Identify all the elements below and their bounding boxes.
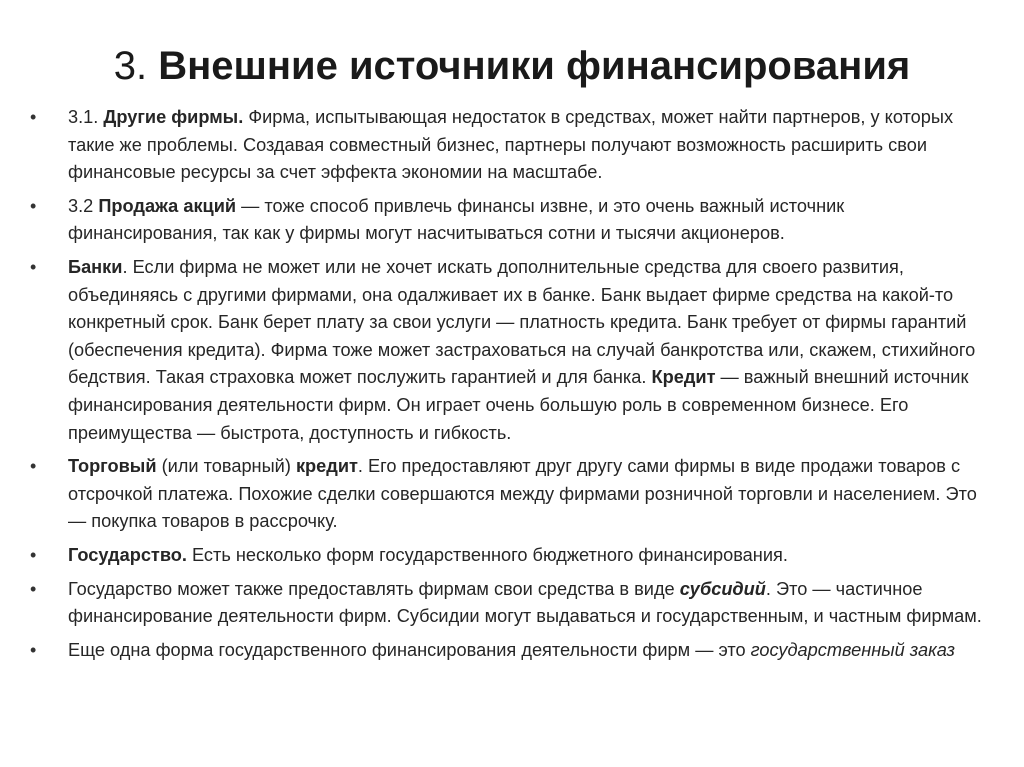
bullet-dot-icon: •	[30, 256, 37, 277]
item-heading: Государство.	[68, 544, 187, 565]
item-text: Еще одна форма государственного финансирования деятельности фирм — это	[68, 639, 751, 660]
item-text-continued: — важный внешний источник финансирования деятельности фирм. Он играет очень большую роль в современном бизнесе. Его преимущества — быстрота, доступность и гибкость.	[68, 367, 969, 443]
item-heading: Другие фирмы.	[103, 107, 244, 127]
title-text: Внешние источники финансирования	[158, 44, 911, 88]
item-term-credit: Кредит	[651, 367, 716, 388]
item-term-subsidies: субсидий	[679, 578, 766, 599]
bullet-list	[0, 104, 1024, 670]
bullet-item-state	[0, 542, 1024, 570]
item-heading: Банки	[68, 256, 123, 277]
item-text: — тоже способ привлечь финансы извне, и это очень важный источник финансирования, так как у фирмы могут насчитываться сотни и тысячи акционеров.	[68, 195, 845, 244]
bullet-dot-icon: •	[30, 195, 37, 216]
item-text: Есть несколько форм государственного бюджетного финансирования.	[186, 544, 788, 565]
item-text: . Если фирма не может или не хочет искать дополнительные средства для своего развития, объединяясь с другими фирмами, она одалживает их в банке. Банк выдает фирме средства на какой-то конкретный срок. Банк берет плату за свои услуги — платность кредита. Банк требует от фирмы гарантий (обеспечения кредита). Фирма тоже может застраховаться на случай банкротства или, скажем, стихийного бедствия. Такая страховка может послужить гарантией и для банка.	[68, 256, 976, 388]
item-heading: Продажа акций	[98, 195, 237, 216]
item-heading: Торговый	[68, 456, 157, 477]
bullet-item-subsidies	[0, 576, 1024, 631]
bullet-dot-icon: •	[30, 456, 37, 477]
item-text: Фирма, испытывающая недостаток в средствах, может найти партнеров, у которых такие же проблемы. Создавая совместный бизнес, партнеры получают возможность расширить свои финансовые ресурсы за счет эффекта экономии на масштабе.	[68, 107, 954, 183]
item-text-continued: . Его предоставляют друг другу сами фирмы в виде продажи товаров с отсрочкой платежа. Похожие сделки совершаются между фирмами розничной торговли и населением. Это — покупка товаров в рассрочку.	[68, 456, 977, 532]
title-number: 3.	[113, 44, 148, 88]
item-text: (или товарный)	[156, 456, 296, 477]
bullet-item-shares	[0, 193, 1024, 248]
bullet-item-trade-credit	[0, 453, 1024, 536]
bullet-item-banks	[0, 254, 1024, 447]
item-text-continued: . Это — частичное финансирование деятельности фирм. Субсидии могут выдаваться и государственным, и частным фирмам.	[68, 578, 982, 627]
bullet-item-other-firms	[0, 104, 1024, 187]
item-text: Государство может также предоставлять фирмам свои средства в виде	[68, 578, 680, 599]
slide-title	[0, 38, 1024, 94]
item-prefix: 3.1.	[68, 107, 104, 127]
item-term-credit: кредит	[295, 456, 358, 477]
bullet-dot-icon: •	[30, 578, 37, 599]
bullet-dot-icon: •	[30, 107, 37, 127]
bullet-item-state-order	[0, 637, 1024, 665]
bullet-dot-icon: •	[30, 544, 37, 565]
item-prefix: 3.2	[68, 195, 99, 216]
item-term-state-order: государственный заказ	[750, 639, 955, 660]
bullet-dot-icon: •	[30, 639, 37, 660]
